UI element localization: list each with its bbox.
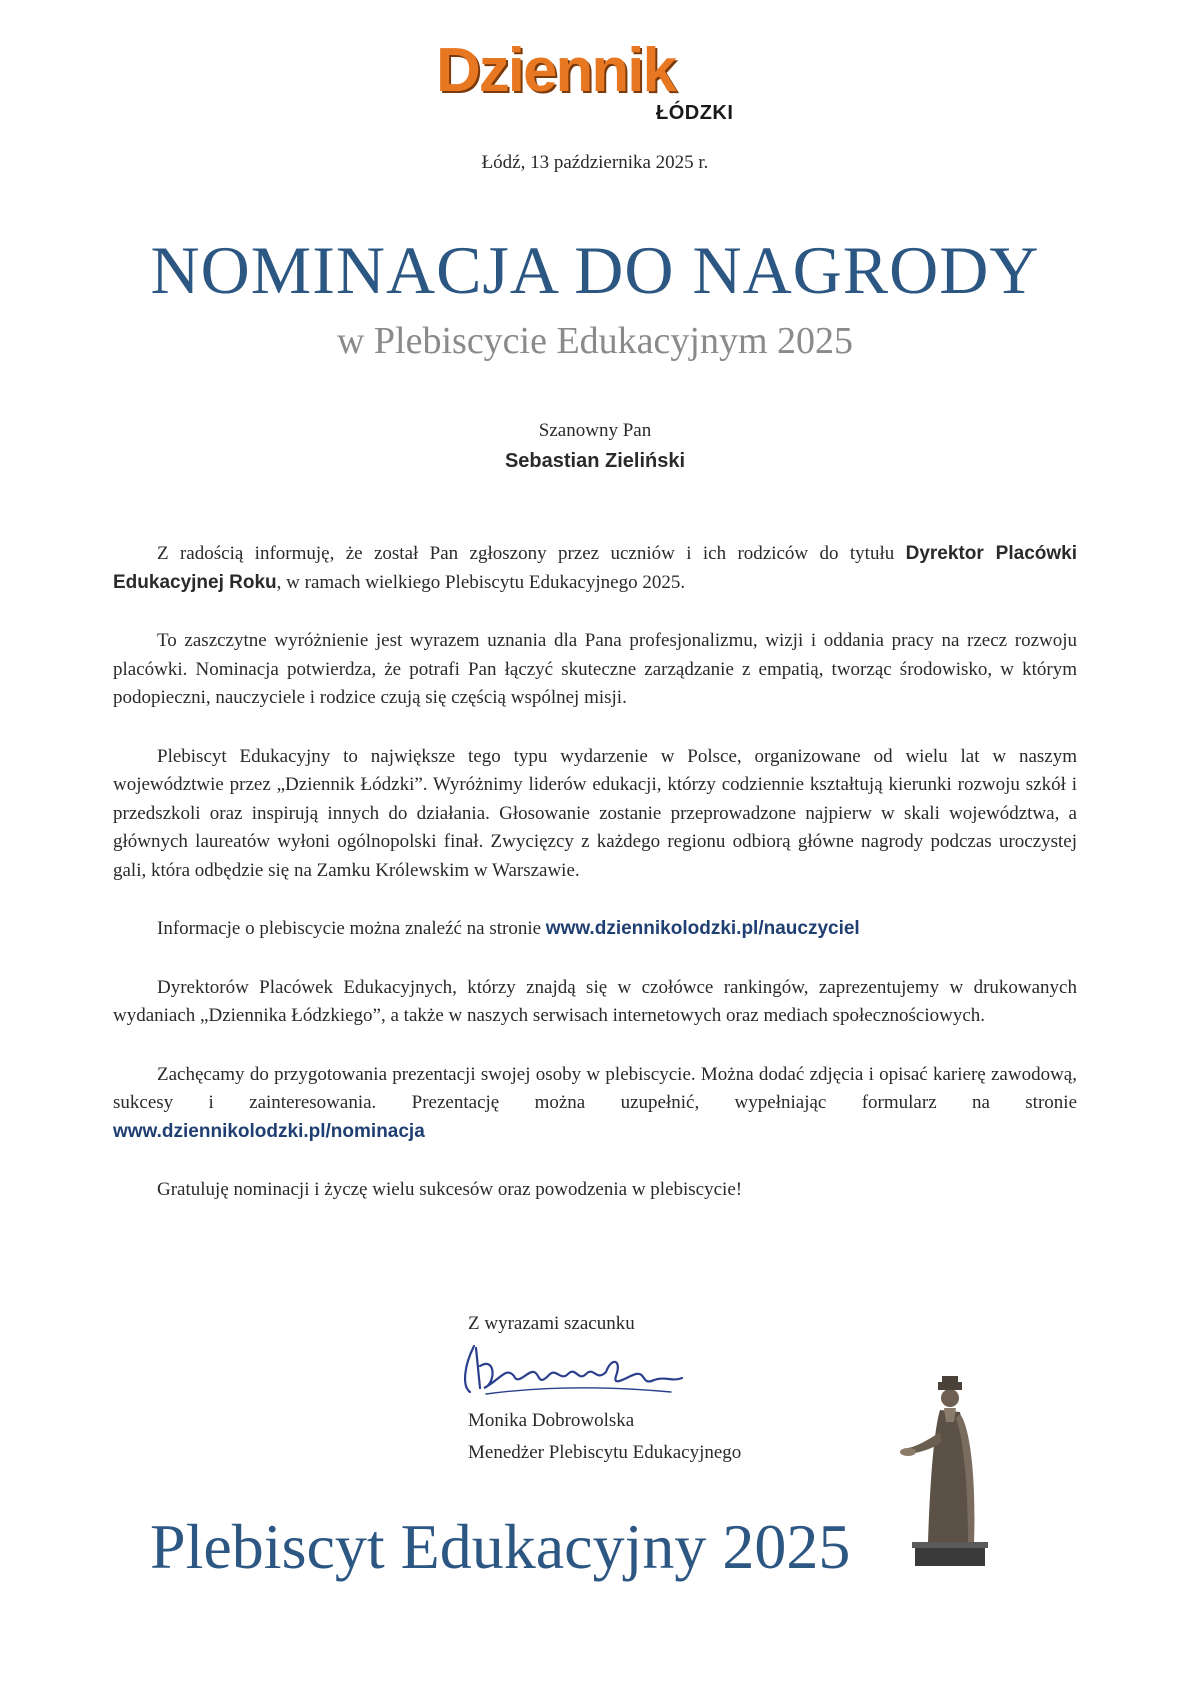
- paragraph-1-end: , w ramach wielkiego Plebiscytu Edukacyjnego 2025.: [276, 571, 686, 593]
- dziennik-lodzki-logo: [436, 36, 756, 130]
- paragraph-4: [113, 915, 1077, 944]
- letter-date: Łódź, 13 października 2025 r.: [481, 152, 709, 173]
- statuette-icon: [880, 1370, 1030, 1570]
- letter-title: NOMINACJA DO NAGRODY: [150, 232, 1040, 308]
- teacher-link[interactable]: www.dziennikolodzki.pl/nauczyciel: [545, 918, 860, 939]
- paragraph-7: Gratuluję nominacji i życzę wielu sukcesów oraz powodzenia w plebiscycie!: [157, 1179, 743, 1200]
- paragraph-1-text: Z radością informuję, że został Pan zgłoszony przez uczniów i ich rodziców do tytułu: [157, 543, 895, 564]
- paragraph-6-text: Zachęcamy do przygotowania prezentacji swojej osoby w plebiscycie. Można dodać zdjęcia i opisać karierę zawodową, sukcesy i zainteresowania. Prezentację można uzupełnić, wypełniając formularz na stronie: [113, 1063, 1077, 1113]
- award-title: Dyrektor Placówki Edukacyjnej Roku: [113, 543, 1077, 593]
- handwritten-signature: [456, 1336, 696, 1404]
- paragraph-1: [113, 540, 1077, 597]
- logo-sub-text: ŁÓDZKI: [656, 102, 734, 124]
- signer-role: Menedżer Plebiscytu Edukacyjnego: [468, 1442, 742, 1463]
- paragraph-3: Plebiscyt Edukacyjny to największe tego typu wydarzenie w Polsce, organizowane od wielu lat w naszym województwie przez „Dziennik Łódzki”. Wyróżnimy liderów edukacji, którzy codziennie kształtują kierunki rozwoju szkół i przedszkoli oraz inspirują innych do działania. Głosowanie zostanie przeprowadzone najpierw w skali województwa, a głównych laureatów wyłoni ogólnopolski finał. Zwycięzcy z każdego regionu odbiorą główne nagrody podczas uroczystej gali, która odbędzie się na Zamku Królewskim w Warszawie.: [113, 745, 1077, 881]
- footer-title: Plebiscyt Edukacyjny 2025: [150, 1511, 851, 1582]
- closing-phrase: Z wyrazami szacunku: [468, 1313, 635, 1334]
- paragraph-2: To zaszczytne wyróżnienie jest wyrazem uznania dla Pana profesjonalizmu, wizji i oddania pracy na rzecz rozwoju placówki. Nominacja potwierdza, że potrafi Pan łączyć skuteczne zarządzanie z empatią, tworząc środowisko, w którym podopieczni, nauczyciele i rodzice czują się częścią wspólnej misji.: [113, 630, 1077, 708]
- paragraph-5: Dyrektorów Placówek Edukacyjnych, którzy znajdą się w czołówce rankingów, zaprezentujemy w drukowanych wydaniach „Dziennika Łódzkiego”, a także w naszych serwisach internetowych oraz mediach społecznościowych.: [113, 976, 1077, 1026]
- signer-name: Monika Dobrowolska: [468, 1410, 635, 1431]
- paragraph-4-text: Informacje o plebiscycie można znaleźć na stronie: [157, 918, 542, 939]
- logo-main-text: Dziennik: [436, 36, 675, 105]
- letter-body: [113, 540, 1077, 1235]
- salutation: Szanowny Pan: [538, 420, 652, 441]
- recipient-name: Sebastian Zieliński: [504, 450, 686, 472]
- signer-block: [468, 1405, 741, 1469]
- paragraph-6: [113, 1061, 1077, 1147]
- nomination-link[interactable]: www.dziennikolodzki.pl/nominacja: [113, 1120, 425, 1142]
- letter-subtitle: w Plebiscycie Edukacyjnym 2025: [336, 320, 854, 362]
